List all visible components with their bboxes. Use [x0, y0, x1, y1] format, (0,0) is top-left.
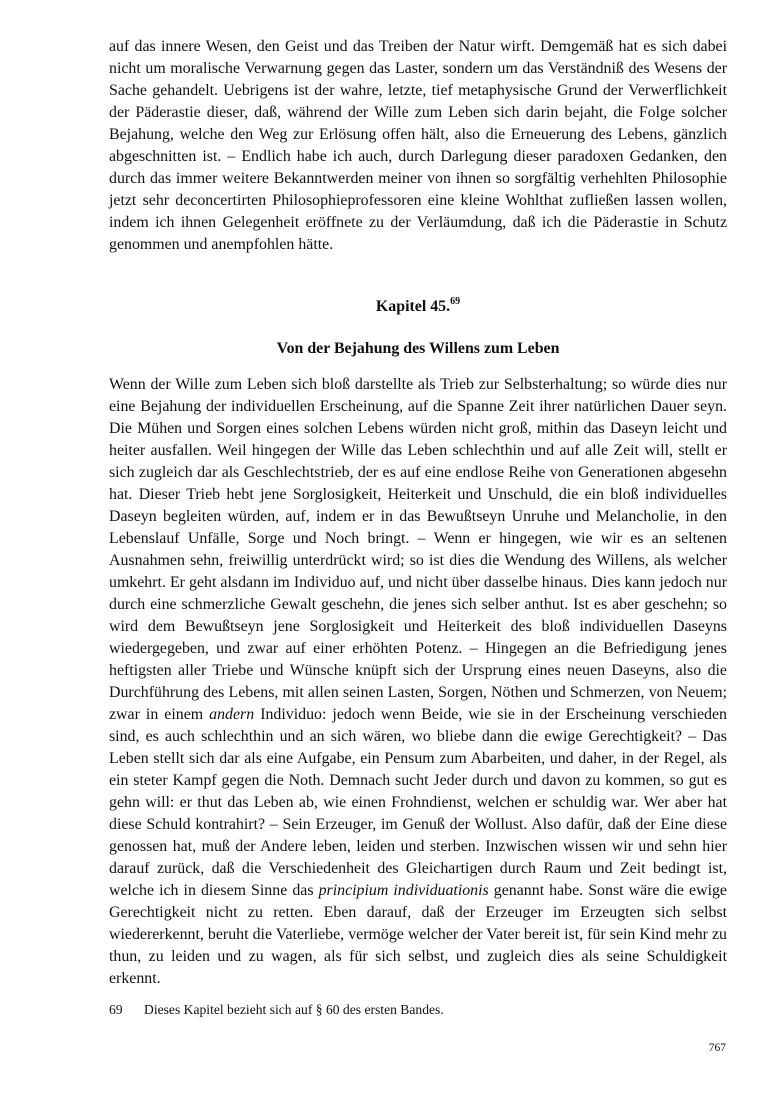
text-run: Wenn der Wille zum Leben sich bloß darstellte als Trieb zur Selbsterhaltung; so würde dies nur eine Bejahung der individuellen Erscheinung, auf die Spanne Zeit ihrer natürlichen Dauer seyn. Die Mühen und Sorgen eines solchen Lebens würden nicht groß, mithin das Daseyn leicht und heiter ausfallen. Weil hingegen der Wille das Leben schlechthin und auf alle Zeit will, stellt er sich zugleich dar als Geschlechtstrieb, der es auf eine endlose Reihe von Generationen abgesehn hat. Dieser Trieb hebt jene Sorglosigkeit, Heiterkeit und Unschuld, die ein bloß individuelles Daseyn begleiten würden, auf, indem er in das Bewußtseyn Unruhe und Melancholie, in den Lebenslauf Unfälle, Sorge und Noch bringt. – Wenn er hingegen, wie wir es an seltenen Ausnahmen sehn, freiwillig unterdrückt wird; so ist dies die Wendung des Willens, als welcher umkehrt. Er geht alsdann im Individuo auf, und nicht über dasselbe hinaus. Dies kann jedoch nur durch eine schmerzliche Gewalt geschehn, die jenes sich selber anthut. Ist es aber geschehn; so wird dem Bewußtseyn jene Sorglosigkeit und Heiterkeit des bloß individuellen Daseyns wiedergegeben, und zwar auf einer erhöhten Potenz. – Hingegen an die Befriedigung jenes heftigsten aller Triebe und Wünsche knüpft sich der Ursprung eines neuen Daseyns, also die Durchführung des Lebens, mit allen seinen Lasten, Sorgen, Nöthen und Schmerzen, von Neuem; zwar in einem	[109, 376, 727, 723]
footnote-reference[interactable]: 69	[450, 296, 461, 307]
italic-text: principium individuationis	[318, 882, 489, 899]
chapter-heading	[109, 296, 727, 318]
chapter-subtitle: Von der Bejahung des Willens zum Leben	[276, 340, 560, 357]
paragraph-text	[109, 374, 727, 990]
footnote-text: Dieses Kapitel bezieht sich auf § 60 des ersten Bandes.	[144, 1002, 444, 1017]
paragraph-continued	[109, 36, 727, 256]
footnote-number: 69	[109, 1002, 123, 1017]
page-body	[109, 36, 727, 990]
chapter-paragraph	[109, 374, 727, 990]
page-number: 767	[708, 1042, 726, 1054]
italic-text: andern	[209, 706, 255, 723]
text-run: Individuo: jedoch wenn Beide, wie sie in der Erscheinung verschieden sind, es auch schlechthin und an sich wären, wo bliebe dann die ewige Gerechtigkeit? – Das Leben stellt sich dar als eine Aufgabe, ein Pensum zum Abarbeiten, und daher, in der Regel, als ein steter Kampf gegen die Noth. Demnach sucht Jeder durch und davon zu kommen, so gut es gehn will: er thut das Leben ab, wie einen Frohndienst, welchen er schuldig war. Wer aber hat diese Schuld kontrahirt? – Sein Erzeuger, im Genuß der Wollust. Also dafür, daß der Eine diese genossen hat, muß der Andere leben, leiden und sterben. Inzwischen wissen wir und sehn hier darauf zurück, daß die Verschiedenheit des Gleichartigen durch Raum und Zeit bedingt ist, welche ich in diesem Sinne das	[109, 706, 727, 899]
text-run: genannt habe. Sonst wäre die ewige Gerechtigkeit nicht zu retten. Eben darauf, daß der Erzeuger im Erzeugten sich selbst wiedererkennt, beruht die Vaterliebe, vermöge welcher der Vater bereit ist, für sein Kind mehr zu thun, zu leiden und zu wagen, als für sich selbst, und zugleich dies als seine Schuldigkeit erkennt.	[109, 882, 727, 987]
paragraph-text: auf das innere Wesen, den Geist und das Treiben der Natur wirft. Demgemäß hat es sich dabei nicht um moralische Verwarnung gegen das Laster, sondern um das Verständniß des Wesens der Sache gehandelt. Uebrigens ist der wahre, letzte, tief metaphysische Grund der Verwerflichkeit der Päderastie dieser, daß, während der Wille zum Leben sich darin bejaht, die Folge solcher Bejahung, welche den Weg zur Erlösung offen hält, also die Erneuerung des Lebens, gänzlich abgeschnitten ist. – Endlich habe ich auch, durch Darlegung dieser paradoxen Gedanken, den durch das immer weitere Bekanntwerden meiner von ihnen so sorgfältig verhehlten Philosophie jetzt sehr deconcertirten Philosophieprofessoren eine kleine Wohlthat zufließen lassen wollen, indem ich ihnen Gelegenheit eröffnete zu der Verläumdung, daß ich die Päderastie in Schutz genommen und anempfohlen hätte.	[109, 38, 727, 253]
footnote	[109, 1001, 444, 1019]
chapter-title: Kapitel 45.	[375, 298, 451, 315]
